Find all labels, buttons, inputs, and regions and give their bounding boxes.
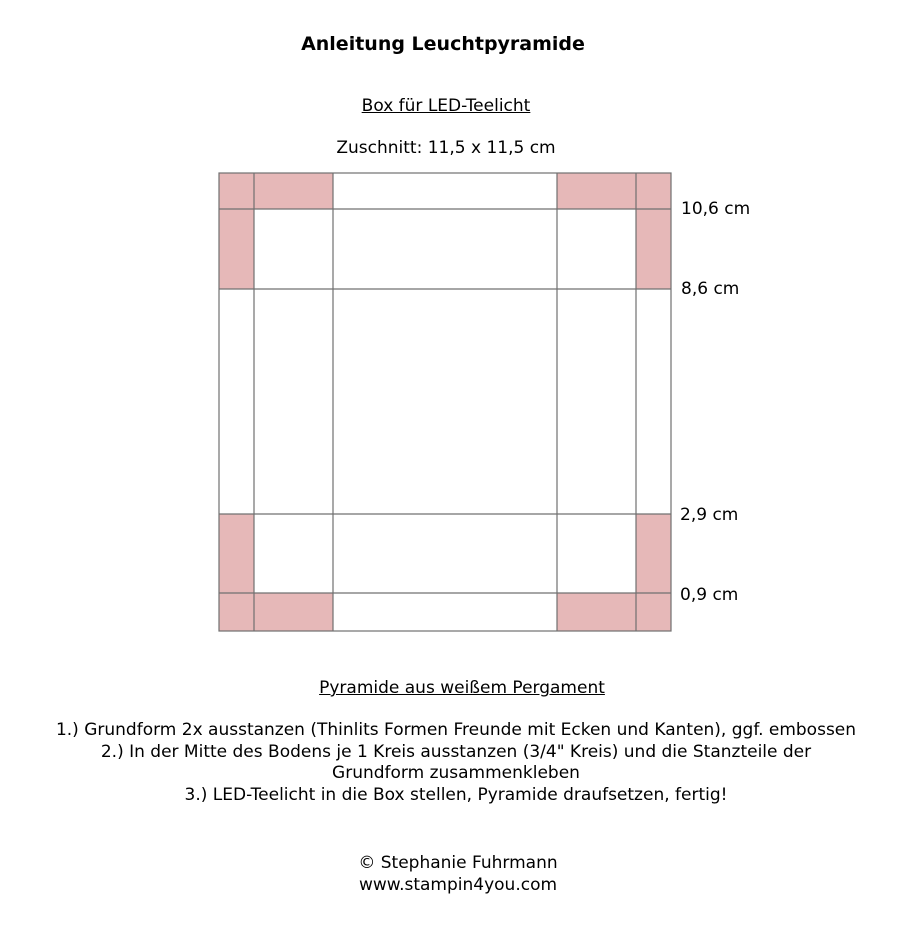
score-label-4: 0,9 cm xyxy=(680,585,739,605)
score-label-1: 10,6 cm xyxy=(681,199,751,219)
cutout-top-left-corner xyxy=(219,173,254,209)
cutout-top-left-flap-v xyxy=(219,209,254,289)
instruction-step-3: 3.) LED-Teelicht in die Box stellen, Pyramide draufsetzen, fertig! xyxy=(184,784,728,805)
cutout-top-left-flap-h xyxy=(254,173,333,209)
box-heading: Box für LED-Teelicht xyxy=(361,96,531,116)
cut-size-text: Zuschnitt: 11,5 x 11,5 cm xyxy=(336,138,556,158)
cutout-top-right-flap-h xyxy=(557,173,636,209)
footer xyxy=(0,852,912,896)
cutout-bottom-right-corner xyxy=(636,593,671,631)
instruction-step-2: 2.) In der Mitte des Bodens je 1 Kreis ausstanzen (3/4" Kreis) und die Stanzteile der Grundform zusammenkleben xyxy=(100,741,812,783)
score-measurements xyxy=(680,199,750,605)
cutout-top-right-corner xyxy=(636,173,671,209)
paper-sheet xyxy=(219,173,671,631)
cutout-bottom-right-flap-v xyxy=(636,514,671,593)
website-text: www.stampin4you.com xyxy=(358,875,558,895)
pyramid-heading: Pyramide aus weißem Pergament xyxy=(319,678,605,698)
cutout-bottom-left-flap-h xyxy=(254,593,333,631)
instruction-step-1: 1.) Grundform 2x ausstanzen (Thinlits Formen Freunde mit Ecken und Kanten), ggf. embossen xyxy=(55,720,857,740)
copyright-text: © Stephanie Fuhrmann xyxy=(358,853,558,873)
cutout-bottom-right-flap-h xyxy=(557,593,636,631)
score-label-3: 2,9 cm xyxy=(680,505,739,525)
cutout-bottom-left-flap-v xyxy=(219,514,254,593)
page-title: Anleitung Leuchtpyramide xyxy=(301,33,585,55)
instruction-list xyxy=(0,720,912,806)
cutout-bottom-left-corner xyxy=(219,593,254,631)
cutout-top-right-flap-v xyxy=(636,209,671,289)
score-label-2: 8,6 cm xyxy=(681,279,740,299)
box-paper xyxy=(219,173,671,631)
